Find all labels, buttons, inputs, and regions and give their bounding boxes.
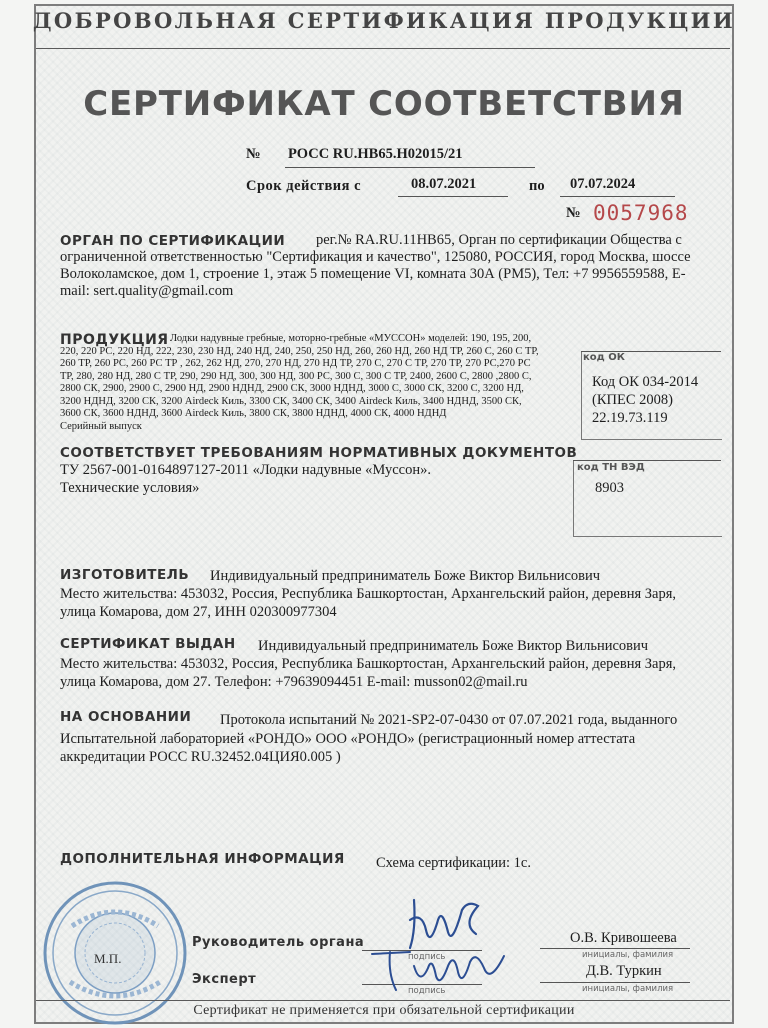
to-label: по [529, 178, 545, 194]
expert-label: Эксперт [192, 972, 257, 987]
head-initials-caption: инициалы, фамилия [582, 950, 674, 960]
issued-to-line-2: улица Комарова, дом 27. Телефон: +79639094451 E-mail: musson02@mail.ru [60, 674, 528, 690]
top-title: ДОБРОВОЛЬНАЯ СЕРТИФИКАЦИЯ ПРОДУКЦИИ [32, 8, 736, 33]
product-line-2: 220, 220 РС, 220 НД, 222, 230, 230 НД, 240 НД, 240, 250, 250 НД, 260, 260 НД, 260 НД ТР, 260 С, 260 С ТР, [60, 346, 539, 357]
head-of-organ-label: Руководитель органа [192, 935, 365, 950]
manufacturer-line-1: Место жительства: 453032, Россия, Республика Башкортостан, Архангельский район, деревня Заря, [60, 586, 676, 602]
serial-number: 0057968 [593, 201, 689, 225]
product-line-7: 3600 СК, 3600 НДНД, 3600 Airdeck Киль, 3800 СК, 3800 НДНД, 4000 СК, 4000 НДНД [60, 408, 447, 419]
ok-code-line-2: (КПЕС 2008) [592, 392, 673, 408]
issued-to-label: СЕРТИФИКАТ ВЫДАН [60, 636, 236, 652]
head-sign-caption: подпись [408, 952, 446, 962]
requirements-line-2: Технические условия» [60, 480, 200, 496]
basis-line-2: Испытательной лабораторией «РОНДО» ООО «РОНДО» (регистрационный номер аттестата [60, 731, 636, 747]
requirements-line-1: ТУ 2567-001-0164897127-2011 «Лодки надувные «Муссон». [60, 462, 431, 478]
header-divider [36, 48, 730, 49]
expert-signature [366, 942, 516, 1002]
ok-code-label: код ОК [583, 352, 625, 363]
organ-label: ОРГАН ПО СЕРТИФИКАЦИИ [60, 233, 286, 249]
head-name-line [540, 948, 690, 949]
basis-label: НА ОСНОВАНИИ [60, 709, 192, 725]
certificate-number: РОСС RU.НВ65.Н02015/21 [288, 146, 463, 162]
certificate-title: СЕРТИФИКАТ СООТВЕТСТВИЯ [83, 84, 685, 124]
organ-line-3: Волоколамское, дом 1, строение 1, этаж 5 помещение VI, комната 30А (РМ5), Тел: +7 9956559588, E- [60, 266, 686, 282]
organ-line-1: рег.№ RA.RU.11НВ65, Орган по сертификации Общества с [316, 232, 682, 248]
expert-name: Д.В. Туркин [586, 963, 662, 979]
validity-label: Срок действия с [246, 178, 362, 194]
valid-from: 08.07.2021 [411, 176, 477, 192]
certification-scheme: Схема сертификации: 1с. [376, 855, 531, 871]
expert-name-line [540, 982, 690, 983]
number-label: № [246, 146, 261, 162]
product-release: Серийный выпуск [60, 421, 142, 432]
product-label: ПРОДУКЦИЯ [60, 332, 169, 348]
manufacturer-line-2: улица Комарова, дом 27, ИНН 020300977304 [60, 604, 337, 620]
valid-to: 07.07.2024 [570, 176, 636, 192]
serial-label: № [566, 205, 581, 221]
product-line-6: 3200 НДНД, 3200 СК, 3200 Airdeck Киль, 3300 СК, 3400 СК, 3400 Airdeck Киль, 3400 НДНД, 3500 СК, [60, 396, 522, 407]
tn-ved-topline [573, 460, 721, 461]
expert-initials-caption: инициалы, фамилия [582, 984, 674, 994]
product-line-5: 2800 СК, 2900, 2900 С, 2900 НД, 2900 НДНД, 2900 СК, 3000 НДНД, 3000 С, 3000 СК, 3200 С, 3200 НД, [60, 383, 524, 394]
issued-to-name: Индивидуальный предприниматель Боже Виктор Вильнисович [258, 638, 649, 654]
valid-to-underline [560, 196, 675, 197]
basis-line-3: аккредитации РОСС RU.32452.04ЦИЯ0.005 ) [60, 749, 341, 765]
tn-ved-label: код ТН ВЭД [577, 462, 645, 473]
ok-code-line-3: 22.19.73.119 [592, 410, 668, 426]
valid-from-underline [398, 196, 508, 197]
manufacturer-label: ИЗГОТОВИТЕЛЬ [60, 567, 190, 583]
product-line-1: Лодки надувные гребные, моторно-гребные «МУССОН» моделей: 190, 195, 200, [170, 333, 532, 344]
requirements-label: СООТВЕТСТВУЕТ ТРЕБОВАНИЯМ НОРМАТИВНЫХ ДОКУМЕНТОВ [60, 445, 578, 461]
issued-to-line-1: Место жительства: 453032, Россия, Республика Башкортостан, Архангельский район, деревня Заря, [60, 656, 676, 672]
mp-label: М.П. [94, 951, 122, 966]
expert-sign-caption: подпись [408, 986, 446, 996]
head-name: О.В. Кривошеева [570, 930, 677, 946]
manufacturer-name: Индивидуальный предприниматель Боже Виктор Вильнисович [210, 568, 601, 584]
product-line-3: 260 ТР, 260 РС, 260 РС ТР , 262, 262 НД, 270, 270 НД, 270 НД ТР, 270 С, 270 С ТР, 270 ТР, 270 РС,270 РС [60, 358, 531, 369]
ok-code-line-1: Код ОК 034-2014 [592, 374, 699, 390]
footer-note: Сертификат не применяется при обязательной сертификации [193, 1003, 575, 1018]
number-underline [285, 167, 535, 168]
organ-line-2: ограниченной ответственностью "Сертификация и качество", 125080, РОССИЯ, город Москва, шоссе [60, 249, 691, 265]
organ-line-4: mail: sert.quality@gmail.com [60, 283, 234, 299]
basis-line-1: Протокола испытаний № 2021-SP2-07-0430 от 07.07.2021 года, выданного [220, 712, 678, 728]
footer-divider [36, 1000, 730, 1001]
additional-label: ДОПОЛНИТЕЛЬНАЯ ИНФОРМАЦИЯ [60, 851, 345, 867]
product-line-4: ТР, 280, 280 НД, 280 С ТР, 290, 290 НД, 300, 300 НД, 300 РС, 300 С, 300 С ТР, 2400, 2600 С, 2800 ,2800 С, [60, 371, 532, 382]
tn-ved-value: 8903 [595, 480, 624, 496]
